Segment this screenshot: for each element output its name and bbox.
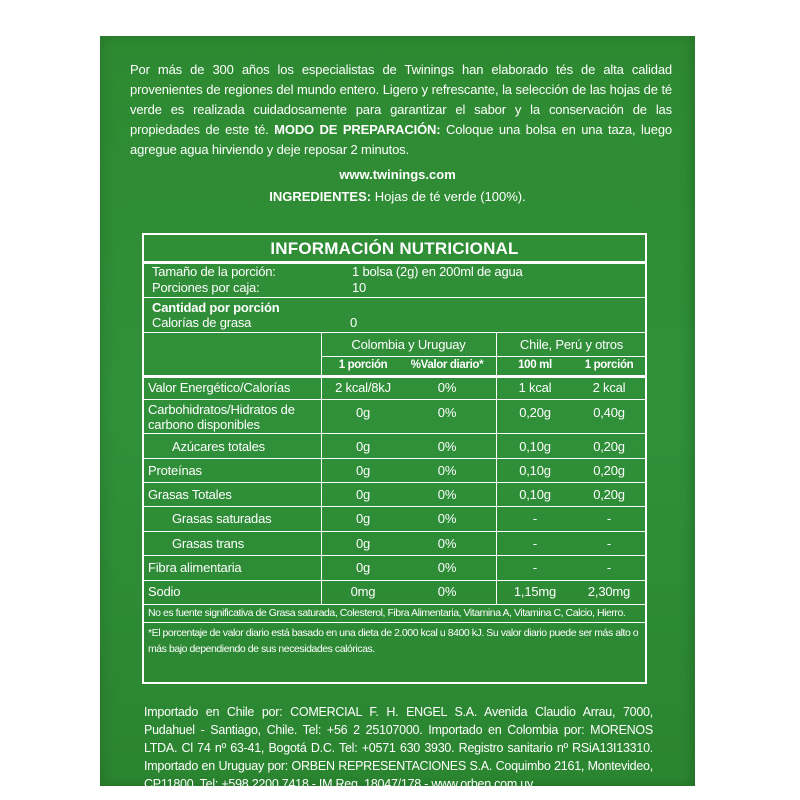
rule [144,297,645,298]
servings-label: Porciones por caja: [152,280,260,295]
fat-calories-label: Calorías de grasa [152,315,252,330]
row-value-portion-2: - [606,560,612,575]
fat-calories-value: 0 [350,315,358,330]
row-value-100ml: 0,10g [519,487,551,502]
row-value-portion-2: 2,30mg [587,584,631,599]
col-header-100ml: 100 ml [518,359,552,371]
row-label-line-2: carbono disponibles [148,417,260,432]
importer-info: Importado en Chile por: COMERCIAL F. H. ENGEL S.A. Avenida Claudio Arrau, 7000, Pudahuel - Santiago, Chile. Tel: +56 2 25107000. Importado en Colombia por: MORENOS LTDA. Cl 74 nº 63-41, Bogotá D.C. Tel: +0571 630 3930. Registro sanitario nº RSiA13I13310. Importado en Uruguay por: ORBEN REPRESENTACIONES S.A. Coquimbo 2161, Montevideo, CP11800. Tel: +598 2200 7418 - IM Reg. 18047/178 - www.orben.com.uy. [144,705,653,791]
row-value-portion-2: - [606,511,612,526]
rule [144,531,645,532]
row-label: Grasas saturadas [172,511,272,526]
row-label: Valor Energético/Calorías [148,380,291,395]
preparation-label: MODO DE PREPARACIÓN: [274,122,441,137]
rule [144,332,645,333]
row-value-portion: 0g [355,463,371,478]
row-value-daily: 0% [437,584,457,599]
row-value-daily: 0% [437,560,457,575]
rule [144,482,645,483]
nutrition-facts-table [142,233,647,684]
row-label: Grasas trans [172,536,245,551]
row-value-daily: 0% [437,536,457,551]
row-label: Carbohidratos/Hidratos de [148,402,295,417]
serving-size-label: Tamaño de la porción: [152,264,276,279]
row-value-portion: 0g [355,536,371,551]
row-value-daily: 0% [437,405,457,420]
row-label: Fibra alimentaria [148,560,242,575]
row-label: Azúcares totales [172,439,265,454]
region-header-chile-peru: Chile, Perú y otros [519,337,624,352]
row-label: Proteínas [148,463,202,478]
region-header-colombia-uruguay: Colombia y Uruguay [351,337,466,352]
rule [144,506,645,507]
row-value-portion: 0g [355,439,371,454]
rule [144,580,645,581]
ingredients-text: Hojas de té verde (100%). [374,189,526,204]
servings-value: 10 [352,280,367,295]
row-value-100ml: - [532,511,538,526]
row-value-100ml: - [532,560,538,575]
row-value-portion: 2 kcal/8kJ [335,380,391,395]
col-header-portion-2: 1 porción [584,359,634,371]
row-value-portion-2: 0,40g [593,405,625,420]
footnote-daily-value: *El porcentaje de valor diario está basado en una dieta de 2.000 kcal u 8400 kJ. Su valor diario puede ser más alto o más bajo dependiendo de sus necesidades calóricas. [148,627,639,655]
row-value-portion-2: 0,20g [593,463,625,478]
row-value-portion-2: 2 kcal [592,380,626,395]
row-value-portion-2: 0,20g [593,439,625,454]
row-value-daily: 0% [437,511,457,526]
amount-per-serving: Cantidad por porción [152,300,280,315]
package-back-panel [100,36,695,791]
serving-size-value: 1 bolsa (2g) en 200ml de agua [352,264,523,279]
rule [144,458,645,459]
rule [144,399,645,400]
rule [321,332,322,604]
row-value-daily: 0% [437,463,457,478]
row-value-portion-2: - [606,536,612,551]
row-label: Sodio [148,584,181,599]
row-value-daily: 0% [437,380,457,395]
nutrition-title: INFORMACIÓN NUTRICIONAL [270,239,519,258]
row-value-portion: 0mg [350,584,376,599]
row-label: Grasas Totales [148,487,232,502]
product-description [130,60,672,160]
preparation-text: Coloque una bolsa en una taza, luego agregue agua hirviendo y deje reposar 2 minutos. [130,122,673,157]
row-value-portion: 0g [355,560,371,575]
rule [144,375,645,378]
rule [144,622,645,623]
website-link[interactable]: www.twinings.com [339,167,456,182]
row-value-100ml: 1,15mg [513,584,557,599]
row-value-portion: 0g [355,487,371,502]
row-value-100ml: 0,10g [519,439,551,454]
row-value-portion: 0g [355,511,371,526]
rule [144,604,645,605]
row-value-daily: 0% [437,487,457,502]
col-header-portion: 1 porción [338,359,388,371]
footnote-not-significant: No es fuente significativa de Grasa saturada, Colesterol, Fibra Alimentaria, Vitamina A, Vitamina C, Calcio, Hierro. [148,607,626,619]
row-value-100ml: 0,20g [519,405,551,420]
description-text: Por más de 300 años los especialistas de Twinings han elaborado tés de alta calidad provenientes de regiones del mundo entero. Ligero y refrescante, la selección de las hojas de té verde es realizada cuidadosamente para garantizar el sabor y la conservación de las propiedades de este té. [130,62,672,137]
rule [144,433,645,434]
rule [321,356,645,357]
rule [144,555,645,556]
row-value-daily: 0% [437,439,457,454]
row-value-100ml: 1 kcal [518,380,552,395]
row-value-portion: 0g [355,405,371,420]
ingredients [100,189,695,204]
ingredients-label: INGREDIENTES: [269,189,372,204]
row-value-100ml: - [532,536,538,551]
col-header-daily-value: %Valor diario* [410,359,484,371]
rule [496,332,497,604]
row-value-portion-2: 0,20g [593,487,625,502]
row-value-100ml: 0,10g [519,463,551,478]
